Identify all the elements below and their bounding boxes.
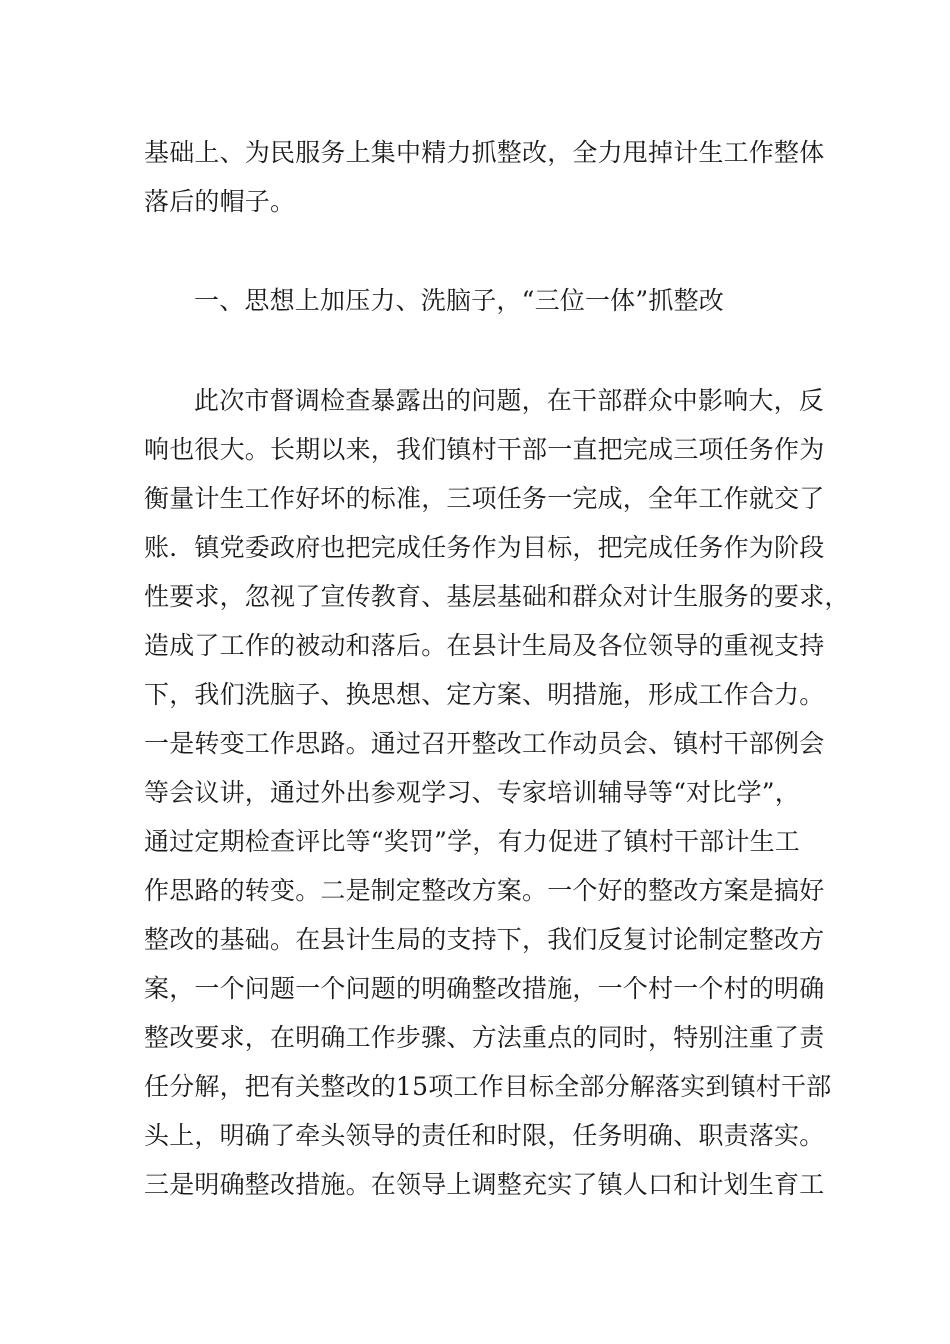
paragraph-line: 响也很大。长期以来，我们镇村干部一直把完成三项任务作为 — [144, 435, 825, 464]
paragraph-line: 一是转变工作思路。通过召开整改工作动员会、镇村干部例会 — [144, 729, 825, 758]
paragraph-line: 此次市督调检查暴露出的问题，在干部群众中影响大，反 — [194, 386, 825, 415]
paragraph-line: 基础上、为民服务上集中精力抓整改，全力甩掉计生工作整体 — [144, 138, 825, 167]
paragraph-line: 落后的帽子。 — [144, 187, 296, 216]
paragraph-body — [144, 376, 850, 1209]
section-heading-text: 一、思想上加压力、洗脑子，“三位一体”抓整改 — [194, 286, 724, 315]
paragraph-line: 衡量计生工作好坏的标准，三项任务一完成，全年工作就交了 — [144, 484, 825, 513]
paragraph-line: 账．镇党委政府也把完成任务作为目标，把完成任务作为阶段 — [144, 533, 825, 562]
paragraph-line: 任分解，把有关整改的15项工作目标全部分解落实到镇村干部 — [144, 1072, 832, 1101]
paragraph-line: 作思路的转变。二是制定整改方案。一个好的整改方案是搞好 — [144, 876, 825, 905]
paragraph-line: 等会议讲，通过外出参观学习、专家培训辅导等“对比学”， — [144, 778, 800, 807]
paragraph-continuation — [144, 128, 825, 226]
paragraph-line: 通过定期检查评比等“奖罚”学，有力促进了镇村干部计生工 — [144, 827, 800, 856]
paragraph-line: 下，我们洗脑子、换思想、定方案、明措施，形成工作合力。 — [144, 680, 825, 709]
paragraph-line: 整改的基础。在县计生局的支持下，我们反复讨论制定整改方 — [144, 925, 825, 954]
paragraph-line: 案，一个问题一个问题的明确整改措施，一个村一个村的明确 — [144, 974, 825, 1003]
paragraph-line: 头上，明确了牵头领导的责任和时限，任务明确、职责落实。 — [144, 1121, 825, 1150]
paragraph-line: 性要求，忽视了宣传教育、基层基础和群众对计生服务的要求， — [144, 582, 850, 611]
section-heading — [144, 276, 808, 325]
paragraph-line: 三是明确整改措施。在领导上调整充实了镇人口和计划生育工 — [144, 1170, 825, 1199]
paragraph-line: 造成了工作的被动和落后。在县计生局及各位领导的重视支持 — [144, 631, 825, 660]
paragraph-line: 整改要求，在明确工作步骤、方法重点的同时，特别注重了责 — [144, 1023, 825, 1052]
